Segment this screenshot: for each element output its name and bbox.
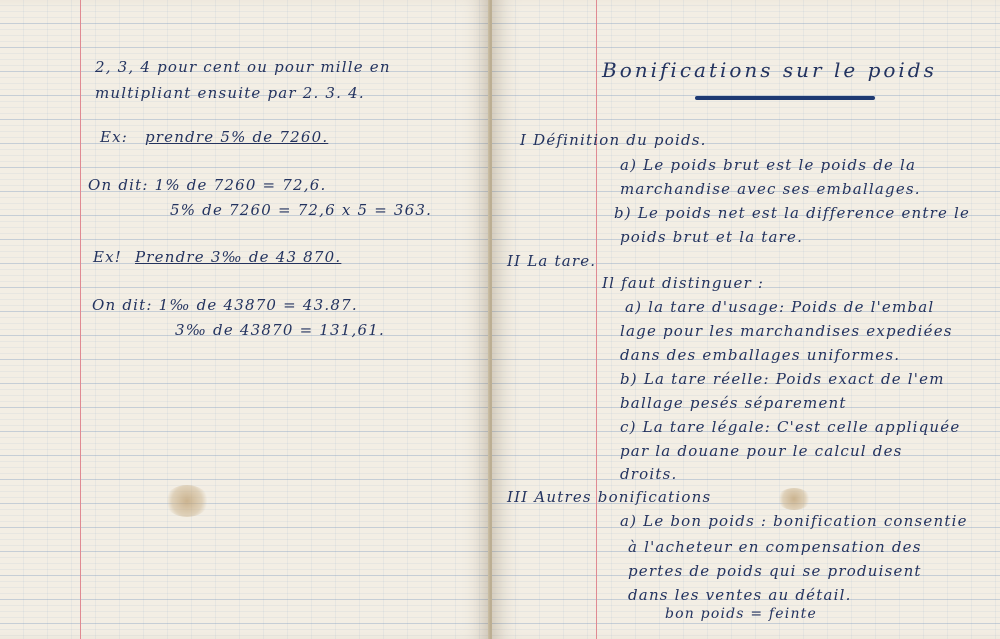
intro-line-2: multipliant ensuite par 2. 3. 4. <box>95 84 365 102</box>
section1-a-line-1: a) Le poids brut est le poids de la <box>620 156 917 174</box>
section2-a-line-3: dans des emballages uniformes. <box>620 346 901 364</box>
section3-heading: III Autres bonifications <box>507 488 712 506</box>
example1-task: prendre 5% de 7260. <box>145 128 329 146</box>
section3-a-line-3: pertes de poids qui se produisent <box>628 562 922 580</box>
title-underline <box>695 96 875 100</box>
section2-c-line-2: par la douane pour le calcul des <box>620 442 903 460</box>
paper-stain-right <box>777 488 811 510</box>
page-title: Bonifications sur le poids <box>602 58 937 82</box>
section2-b-line-2: ballage pesés séparement <box>620 394 847 412</box>
section2-b-line-1: b) La tare réelle: Poids exact de l'em <box>620 370 945 388</box>
section2-a-line-2: lage pour les marchandises expediées <box>620 322 953 340</box>
section3-a-line-4: dans les ventes au détail. <box>628 586 852 604</box>
section3-a-line-2: à l'acheteur en compensation des <box>628 538 922 556</box>
example1-calc-1: On dit: 1% de 7260 = 72,6. <box>88 176 327 194</box>
section1-b-line-1: b) Le poids net est la difference entre le <box>614 204 971 222</box>
section2-c-line-1: c) La tare légale: C'est celle appliquée <box>620 418 961 436</box>
section1-a-line-2: marchandise avec ses emballages. <box>620 180 921 198</box>
example2-task: Prendre 3‰ de 43 870. <box>135 248 342 266</box>
left-margin-rule <box>80 0 81 639</box>
section1-heading: I Définition du poids. <box>520 131 707 149</box>
example2-calc-2: 3‰ de 43870 = 131,61. <box>175 321 385 339</box>
paper-stain <box>165 485 209 517</box>
section2-intro: Il faut distinguer : <box>602 274 765 292</box>
section1-b-line-2: poids brut et la tare. <box>620 228 804 246</box>
left-page <box>0 0 490 639</box>
right-page <box>492 0 1000 639</box>
section3-a-line-1: a) Le bon poids : bonification consentie <box>620 512 968 530</box>
right-margin-rule <box>596 0 597 639</box>
example2-label: Ex! <box>93 248 123 266</box>
intro-line-1: 2, 3, 4 pour cent ou pour mille en <box>95 58 391 76</box>
section2-heading: II La tare. <box>507 252 597 270</box>
example1-calc-2: 5% de 7260 = 72,6 x 5 = 363. <box>170 201 433 219</box>
section2-c-line-3: droits. <box>620 465 678 483</box>
example2-calc-1: On dit: 1‰ de 43870 = 43.87. <box>92 296 358 314</box>
section3-note: bon poids = feinte <box>665 606 817 622</box>
section2-a-line-1: a) la tare d'usage: Poids de l'embal <box>625 298 935 316</box>
example1-label: Ex: <box>100 128 129 146</box>
